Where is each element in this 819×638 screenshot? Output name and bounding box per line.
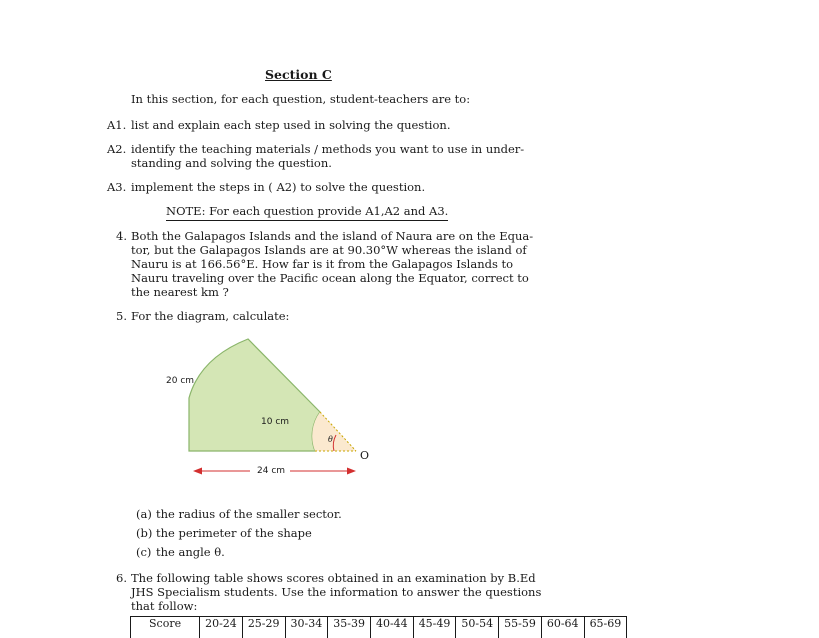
large-sector-shape — [189, 339, 320, 451]
table-cell: 20-24 — [200, 617, 243, 638]
question-6-line1: The following table shows scores obtained in an examination by B.Ed — [131, 571, 536, 586]
table-cell: 25-29 — [242, 617, 285, 638]
question-4-line1: Both the Galapagos Islands and the island of Naura are on the Equa- — [131, 229, 533, 244]
part-a-label: (a) — [136, 507, 152, 522]
question-6-line3: that follow: — [131, 599, 197, 614]
table-cell: 40-44 — [370, 617, 413, 638]
score-table — [130, 616, 627, 638]
table-cell: 60-64 — [541, 617, 584, 638]
label-o: O — [360, 449, 369, 462]
section-intro: In this section, for each question, student-teachers are to: — [131, 92, 470, 107]
part-a-text: the radius of the smaller sector. — [156, 507, 342, 522]
question-4-line3: Nauru is at 166.56°E. How far is it from the Galapagos Islands to — [131, 257, 513, 272]
table-cell: 35-39 — [328, 617, 371, 638]
part-c-text: the angle θ. — [156, 545, 225, 560]
part-c-label: (c) — [136, 545, 151, 560]
note-text: : For each question provide A1,A2 and A3. — [202, 204, 449, 218]
instruction-a2-text-line2: standing and solving the question. — [131, 156, 332, 171]
question-4-line4: Nauru traveling over the Pacific ocean along the Equator, correct to — [131, 271, 529, 286]
question-4-line2: tor, but the Galapagos Islands are at 90.30°W whereas the island of — [131, 243, 527, 258]
question-5-text: For the diagram, calculate: — [131, 309, 289, 324]
instruction-a2-number: A2. — [107, 142, 126, 157]
table-cell: 55-59 — [499, 617, 542, 638]
label-10cm: 10 cm — [261, 417, 289, 427]
part-b-text: the perimeter of the shape — [156, 526, 312, 541]
question-4-number: 4. — [116, 229, 127, 244]
table-cell: 65-69 — [584, 617, 627, 638]
question-5-number: 5. — [116, 309, 127, 324]
instruction-a1-number: A1. — [107, 118, 126, 133]
question-6-line2: JHS Specialism students. Use the information to answer the questions — [131, 585, 541, 600]
instruction-a3-text: implement the steps in ( A2) to solve the question. — [131, 180, 425, 195]
label-theta: θ — [328, 435, 333, 444]
note-label: NOTE — [166, 204, 202, 218]
question-4-line5: the nearest km ? — [131, 285, 229, 300]
instruction-a2-text-line1: identify the teaching materials / methods you want to use in under- — [131, 142, 524, 157]
note — [166, 204, 448, 221]
table-cell: 50-54 — [456, 617, 499, 638]
table-cell: 30-34 — [285, 617, 328, 638]
section-title: Section C — [265, 67, 332, 82]
label-20cm: 20 cm — [166, 376, 194, 386]
label-24cm: 24 cm — [257, 466, 285, 476]
part-b-label: (b) — [136, 526, 152, 541]
table-cell: Score — [131, 617, 200, 638]
table-header-row — [131, 617, 627, 638]
table-cell: 45-49 — [413, 617, 456, 638]
small-sector-fill — [312, 412, 356, 451]
question-6-number: 6. — [116, 571, 127, 586]
instruction-a1-text: list and explain each step used in solving the question. — [131, 118, 450, 133]
instruction-a3-number: A3. — [107, 180, 126, 195]
